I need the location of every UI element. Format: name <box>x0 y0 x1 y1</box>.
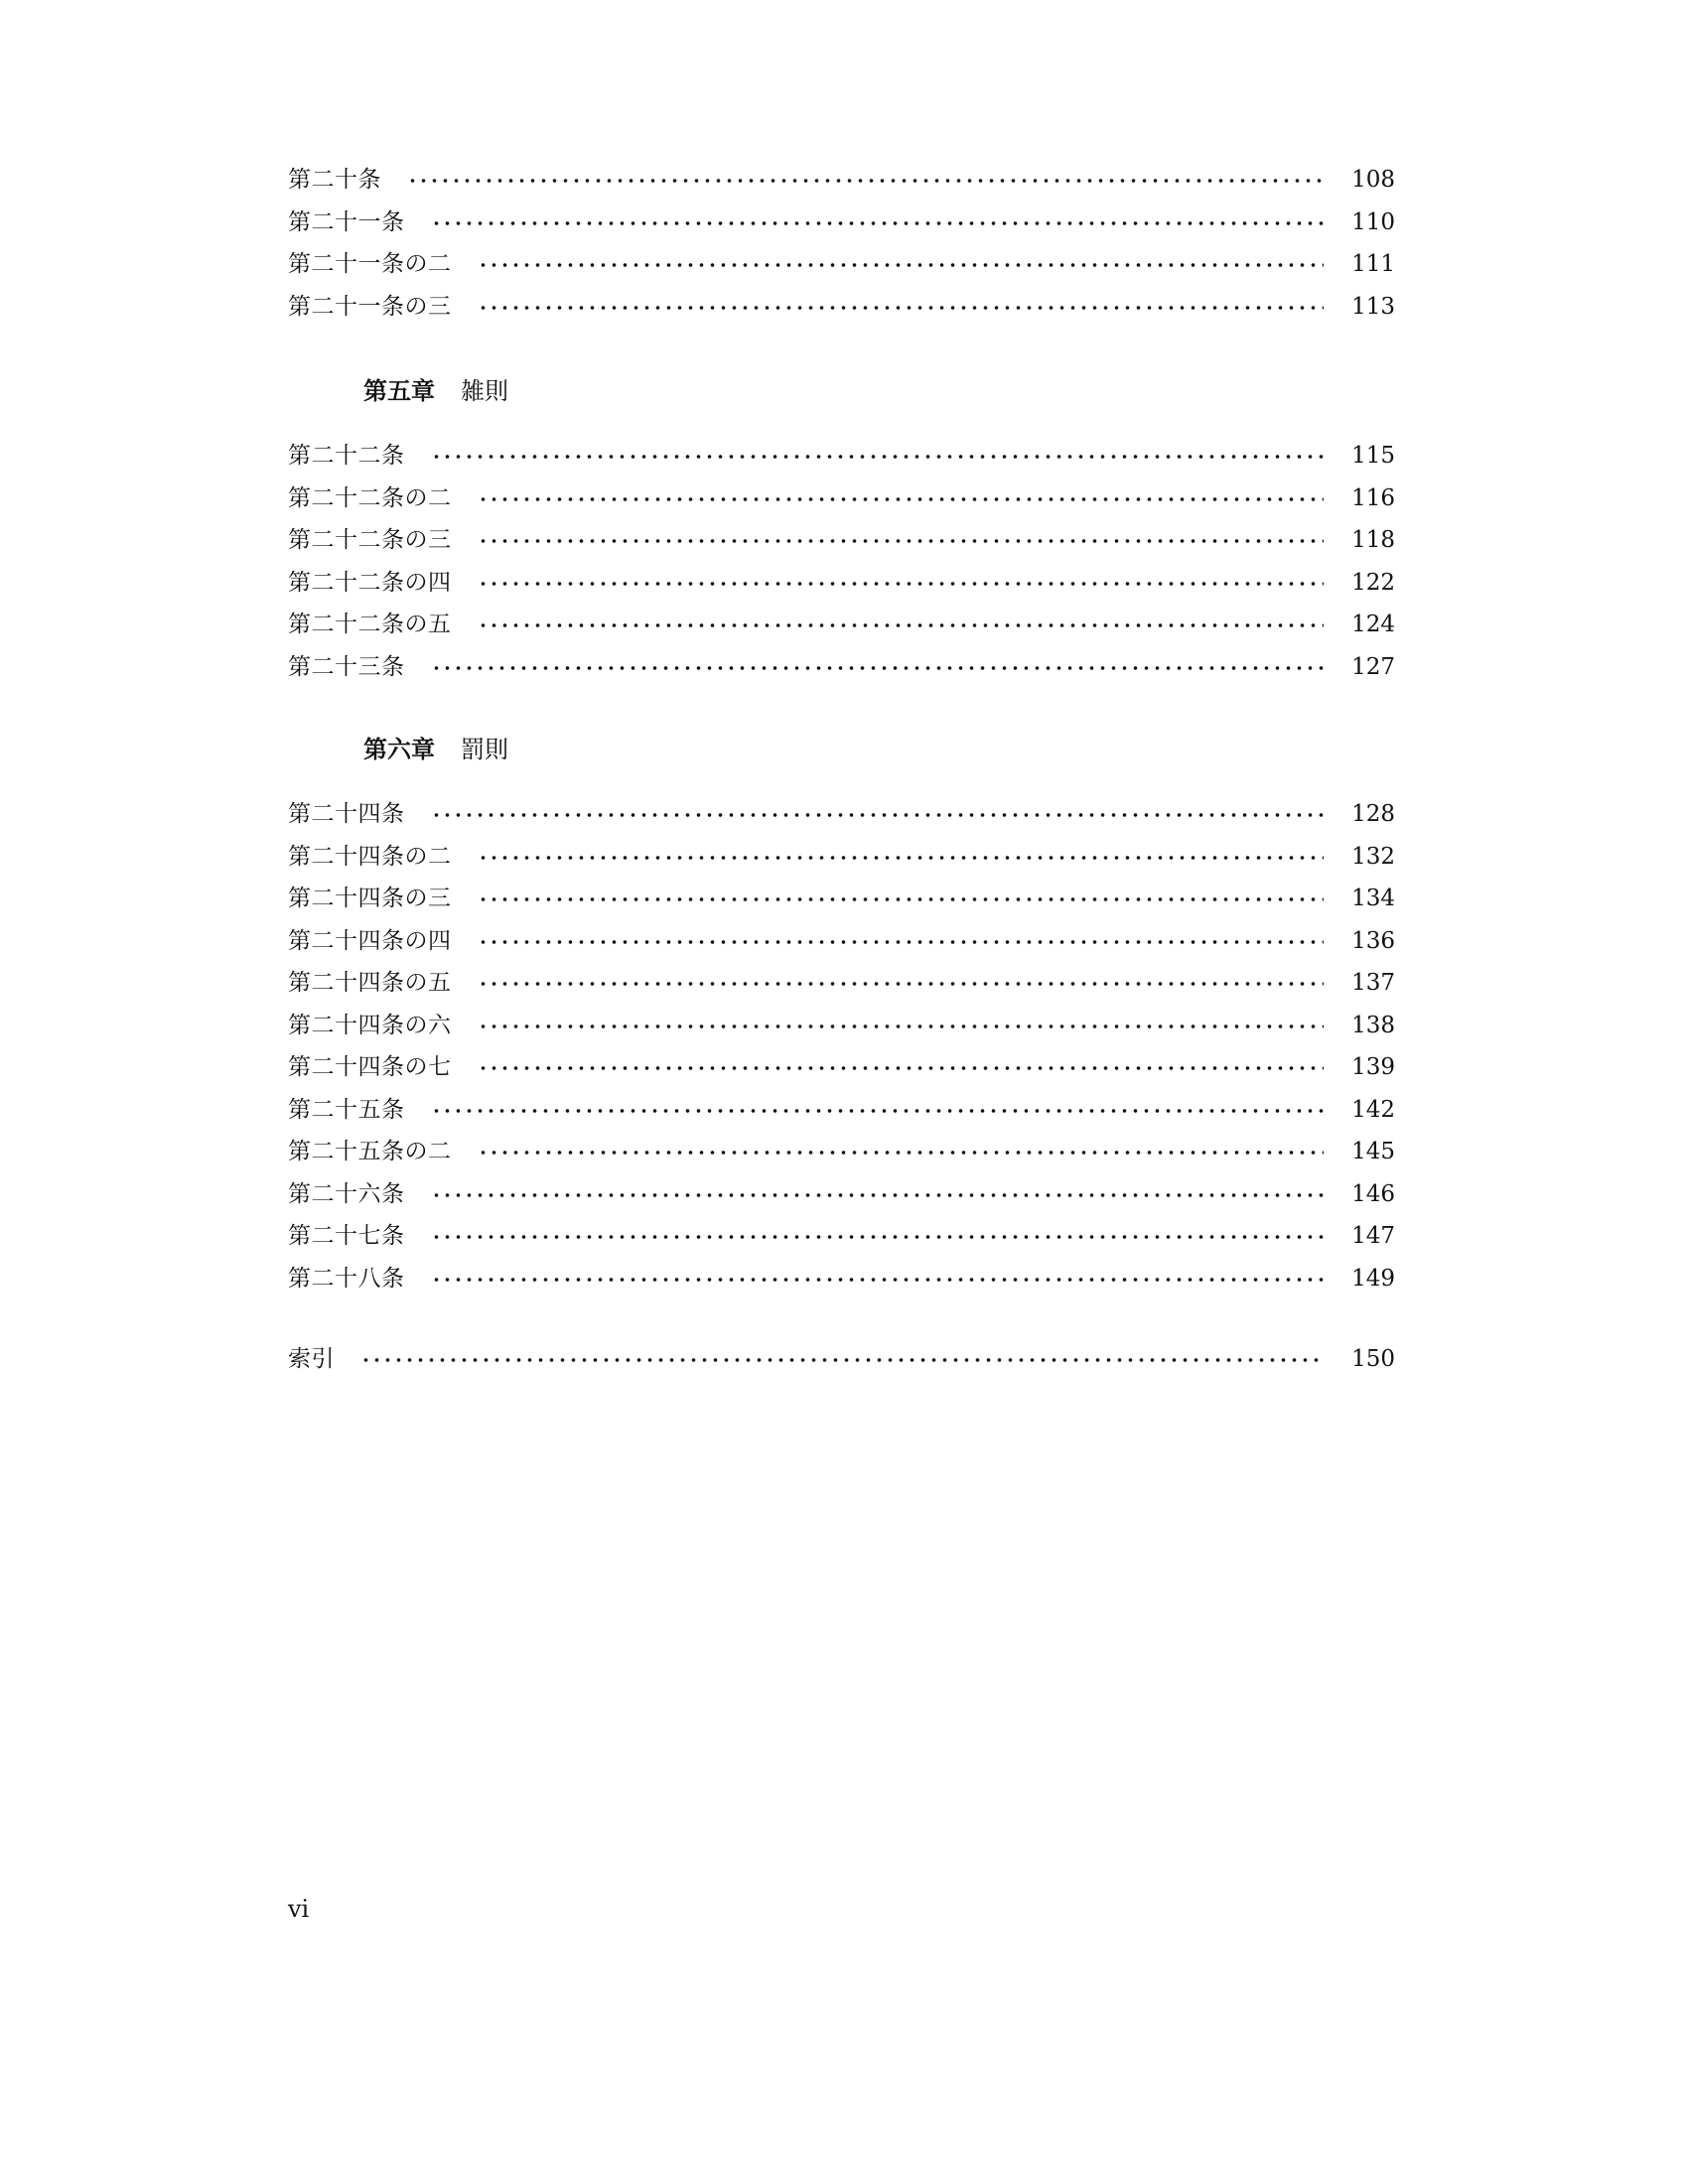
dot-leader <box>478 1066 1325 1070</box>
toc-entry-label: 第二十二条の二 <box>288 484 452 511</box>
toc-entry[interactable] <box>288 519 1395 562</box>
toc-entry-label: 第二十七条 <box>288 1223 405 1249</box>
toc-entry[interactable] <box>288 920 1395 963</box>
dot-leader <box>478 1151 1325 1155</box>
toc-entry[interactable] <box>288 1215 1395 1258</box>
toc-entry[interactable] <box>288 962 1395 1005</box>
toc-entry[interactable] <box>288 646 1395 689</box>
toc-entry-page: 118 <box>1351 527 1395 553</box>
dot-leader <box>478 497 1325 501</box>
toc-entry-page: 124 <box>1351 612 1395 637</box>
toc-entry-index[interactable] <box>288 1338 1395 1381</box>
toc-entry-label: 第二十四条の四 <box>288 927 452 954</box>
toc-section-chapter-5 <box>288 435 1395 688</box>
dot-leader <box>478 1024 1325 1028</box>
toc-entry-page: 132 <box>1351 843 1395 870</box>
toc-entry-page: 127 <box>1351 653 1395 680</box>
toc-entry-page: 137 <box>1351 970 1395 996</box>
toc-entry[interactable] <box>288 202 1395 244</box>
toc-section-index <box>288 1338 1395 1381</box>
toc-entry[interactable] <box>288 562 1395 605</box>
toc-entry-label: 第二十四条の五 <box>288 970 452 996</box>
toc-entry-label: 第二十五条 <box>288 1096 405 1123</box>
toc-entry-label: 第二十三条 <box>288 653 405 680</box>
toc-entry[interactable] <box>288 286 1395 329</box>
toc-entry-page: 128 <box>1351 801 1395 827</box>
dot-leader <box>478 306 1325 310</box>
toc-entry-label: 第二十四条の七 <box>288 1054 452 1080</box>
toc-entry[interactable] <box>288 1173 1395 1216</box>
toc-entry-page: 134 <box>1351 886 1395 911</box>
dot-leader <box>478 856 1325 860</box>
toc-entry-label: 第二十五条の二 <box>288 1139 452 1164</box>
toc-section-continued <box>288 159 1395 328</box>
toc-entry-page: 139 <box>1351 1054 1395 1080</box>
dot-leader <box>431 221 1325 225</box>
toc-entry-page: 138 <box>1351 1012 1395 1038</box>
toc-entry-page: 116 <box>1351 484 1395 511</box>
toc-entry[interactable] <box>288 1131 1395 1173</box>
toc-entry-page: 110 <box>1351 208 1395 235</box>
dot-leader <box>431 455 1325 459</box>
toc-entry-page: 113 <box>1351 293 1395 320</box>
chapter-title: 罰則 <box>461 736 508 763</box>
toc-entry-page: 115 <box>1351 443 1395 469</box>
dot-leader <box>478 897 1325 901</box>
toc-entry[interactable] <box>288 1089 1395 1132</box>
toc-entry-page: 122 <box>1351 569 1395 596</box>
toc-entry-label: 第二十四条の二 <box>288 843 452 870</box>
toc-entry[interactable] <box>288 1005 1395 1047</box>
toc-entry-page: 149 <box>1351 1265 1395 1292</box>
toc-entry-label: 第二十一条 <box>288 208 405 235</box>
toc-entry[interactable] <box>288 604 1395 646</box>
toc-entry-label: 第二十条 <box>288 167 381 193</box>
toc-entry-label: 第二十一条の二 <box>288 251 452 277</box>
toc-entry-page: 146 <box>1351 1180 1395 1207</box>
dot-leader <box>431 1235 1325 1239</box>
toc-entry[interactable] <box>288 1258 1395 1300</box>
dot-leader <box>478 539 1325 543</box>
chapter-number: 第六章 <box>363 736 435 763</box>
toc-entry-label: 索引 <box>288 1346 335 1372</box>
toc-entry-label: 第二十二条の四 <box>288 569 452 596</box>
toc-entry-label: 第二十八条 <box>288 1265 405 1292</box>
dot-leader <box>431 1109 1325 1113</box>
dot-leader <box>478 940 1325 944</box>
toc-entry-label: 第二十二条の三 <box>288 527 452 553</box>
chapter-heading-5[interactable] <box>363 371 508 411</box>
toc-entry[interactable] <box>288 243 1395 286</box>
toc-entry-label: 第二十四条 <box>288 801 405 827</box>
toc-entry-label: 第二十二条の五 <box>288 612 452 637</box>
toc-entry[interactable] <box>288 478 1395 520</box>
toc-entry-page: 145 <box>1351 1139 1395 1164</box>
toc-entry[interactable] <box>288 878 1395 920</box>
toc-entry-page: 142 <box>1351 1096 1395 1123</box>
toc-entry[interactable] <box>288 836 1395 879</box>
toc-entry-label: 第二十四条の三 <box>288 886 452 911</box>
toc-entry[interactable] <box>288 793 1395 836</box>
toc-entry[interactable] <box>288 1046 1395 1089</box>
toc-entry-label: 第二十一条の三 <box>288 293 452 320</box>
dot-leader <box>431 1193 1325 1197</box>
dot-leader <box>431 1278 1325 1282</box>
dot-leader <box>478 582 1325 586</box>
toc-entry-label: 第二十二条 <box>288 443 405 469</box>
dot-leader <box>431 666 1325 670</box>
dot-leader <box>360 1358 1324 1362</box>
dot-leader <box>478 982 1325 986</box>
footer-page-number: vi <box>288 1895 310 1923</box>
chapter-number: 第五章 <box>363 377 435 405</box>
dot-leader <box>478 263 1325 267</box>
dot-leader <box>407 179 1324 183</box>
toc-entry-label: 第二十六条 <box>288 1180 405 1207</box>
dot-leader <box>431 813 1325 817</box>
toc-entry-label: 第二十四条の六 <box>288 1012 452 1038</box>
chapter-heading-6[interactable] <box>363 730 508 769</box>
toc-entry-page: 147 <box>1351 1223 1395 1249</box>
toc-section-chapter-6 <box>288 793 1395 1299</box>
toc-entry-page: 108 <box>1351 167 1395 193</box>
chapter-title: 雑則 <box>461 377 508 405</box>
dot-leader <box>478 623 1325 627</box>
toc-entry-page: 136 <box>1351 927 1395 954</box>
toc-entry[interactable] <box>288 159 1395 202</box>
toc-entry-page: 150 <box>1351 1346 1395 1372</box>
toc-entry-page: 111 <box>1351 251 1395 277</box>
toc-entry[interactable] <box>288 435 1395 478</box>
